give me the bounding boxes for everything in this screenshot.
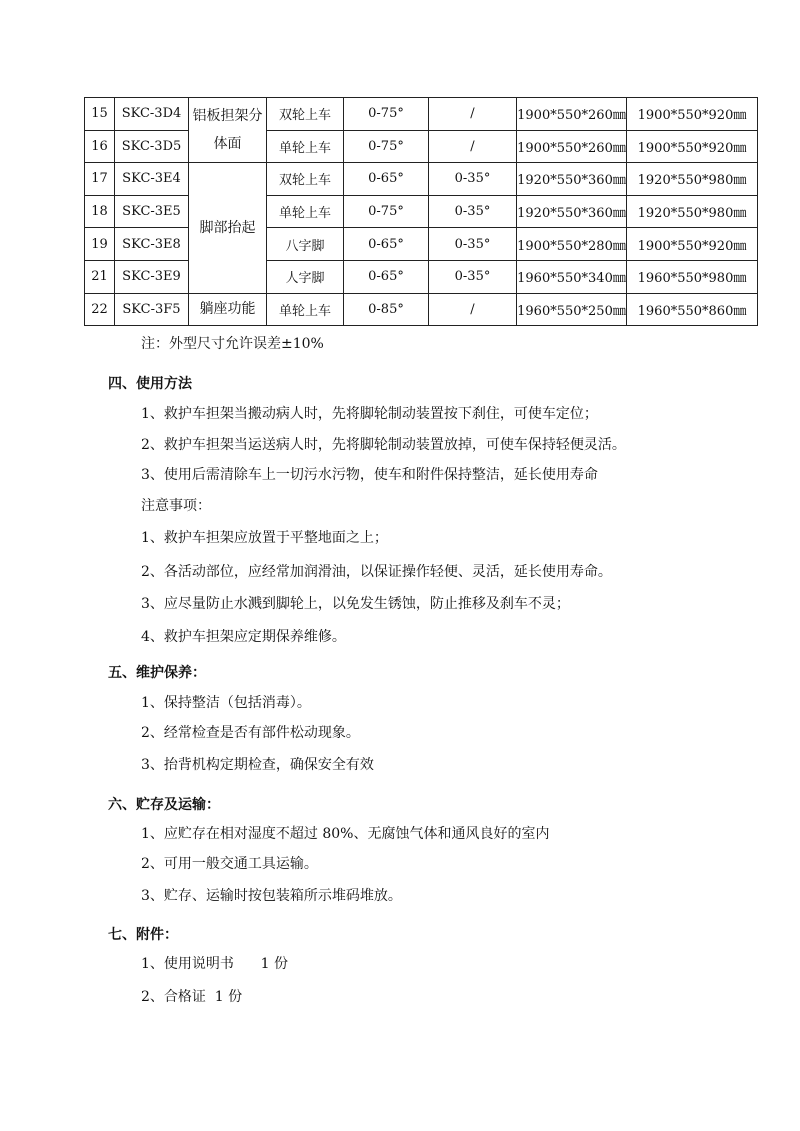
loading-mode: 单轮上车 bbox=[267, 293, 344, 326]
loading-mode: 人字脚 bbox=[267, 260, 344, 293]
model-code: SKC-3E9 bbox=[115, 260, 189, 293]
back-angle: 0-75° bbox=[344, 98, 429, 131]
loading-mode: 单轮上车 bbox=[267, 195, 344, 228]
caution-item: 1、救护车担架应放置于平整地面之上； bbox=[141, 530, 388, 546]
table-row bbox=[85, 98, 758, 131]
row-number: 21 bbox=[85, 260, 115, 293]
model-code: SKC-3D4 bbox=[115, 98, 189, 131]
model-code: SKC-3E4 bbox=[115, 163, 189, 196]
leg-angle: 0-35° bbox=[429, 163, 517, 196]
usage-item: 3、使用后需清除车上一切污水污物，使车和附件保持整洁，延长使用寿命 bbox=[141, 467, 598, 483]
section-heading-usage: 四、使用方法 bbox=[108, 376, 192, 392]
folded-size: 1900*550*280㎜ bbox=[517, 228, 627, 261]
unfolded-size: 1960*550*980㎜ bbox=[627, 260, 758, 293]
table-row bbox=[85, 293, 758, 326]
tolerance-note: 注：外型尺寸允许误差±10% bbox=[141, 336, 324, 352]
leg-angle: / bbox=[429, 293, 517, 326]
loading-mode: 单轮上车 bbox=[267, 130, 344, 163]
leg-angle: 0-35° bbox=[429, 195, 517, 228]
caution-item: 4、救护车担架应定期保养维修。 bbox=[141, 629, 346, 645]
unfolded-size: 1960*550*860㎜ bbox=[627, 293, 758, 326]
back-angle: 0-65° bbox=[344, 260, 429, 293]
folded-size: 1900*550*260㎜ bbox=[517, 130, 627, 163]
group-label: 铝板担架分体面 bbox=[189, 98, 267, 163]
leg-angle: 0-35° bbox=[429, 260, 517, 293]
maintenance-item: 2、经常检查是否有部件松动现象。 bbox=[141, 725, 360, 741]
section-heading-storage: 六、贮存及运输： bbox=[108, 797, 220, 813]
back-angle: 0-65° bbox=[344, 228, 429, 261]
unfolded-size: 1900*550*920㎜ bbox=[627, 98, 758, 131]
accessory-item: 2、合格证 1 份 bbox=[141, 989, 243, 1005]
row-number: 17 bbox=[85, 163, 115, 196]
maintenance-item: 3、抬背机构定期检查，确保安全有效 bbox=[141, 757, 374, 773]
unfolded-size: 1920*550*980㎜ bbox=[627, 163, 758, 196]
usage-item: 1、救护车担架当搬动病人时，先将脚轮制动装置按下刹住，可使车定位； bbox=[141, 406, 598, 422]
folded-size: 1960*550*250㎜ bbox=[517, 293, 627, 326]
loading-mode: 双轮上车 bbox=[267, 98, 344, 131]
back-angle: 0-75° bbox=[344, 130, 429, 163]
unfolded-size: 1900*550*920㎜ bbox=[627, 228, 758, 261]
row-number: 19 bbox=[85, 228, 115, 261]
table-row bbox=[85, 228, 758, 261]
model-code: SKC-3E8 bbox=[115, 228, 189, 261]
unfolded-size: 1900*550*920㎜ bbox=[627, 130, 758, 163]
caution-item: 2、各活动部位，应经常加润滑油，以保证操作轻便、灵活，延长使用寿命。 bbox=[141, 564, 612, 580]
group-label: 脚部抬起 bbox=[189, 163, 267, 293]
row-number: 22 bbox=[85, 293, 115, 326]
loading-mode: 八字脚 bbox=[267, 228, 344, 261]
row-number: 15 bbox=[85, 98, 115, 131]
caution-title: 注意事项： bbox=[141, 498, 211, 514]
row-number: 16 bbox=[85, 130, 115, 163]
caution-item: 3、应尽量防止水溅到脚轮上，以免发生锈蚀，防止推移及刹车不灵； bbox=[141, 596, 570, 612]
leg-angle: 0-35° bbox=[429, 228, 517, 261]
table-row bbox=[85, 195, 758, 228]
table-row bbox=[85, 163, 758, 196]
back-angle: 0-65° bbox=[344, 163, 429, 196]
storage-item: 1、应贮存在相对湿度不超过 80%、无腐蚀气体和通风良好的室内 bbox=[141, 826, 550, 842]
spec-table bbox=[84, 97, 758, 326]
unfolded-size: 1920*550*980㎜ bbox=[627, 195, 758, 228]
folded-size: 1900*550*260㎜ bbox=[517, 98, 627, 131]
model-code: SKC-3D5 bbox=[115, 130, 189, 163]
back-angle: 0-85° bbox=[344, 293, 429, 326]
group-label: 躺座功能 bbox=[189, 293, 267, 326]
model-code: SKC-3F5 bbox=[115, 293, 189, 326]
row-number: 18 bbox=[85, 195, 115, 228]
model-code: SKC-3E5 bbox=[115, 195, 189, 228]
table-row bbox=[85, 260, 758, 293]
leg-angle: / bbox=[429, 98, 517, 131]
back-angle: 0-75° bbox=[344, 195, 429, 228]
section-heading-maintenance: 五、维护保养： bbox=[108, 665, 206, 681]
storage-item: 3、贮存、运输时按包装箱所示堆码堆放。 bbox=[141, 888, 402, 904]
folded-size: 1920*550*360㎜ bbox=[517, 163, 627, 196]
accessory-item: 1、使用说明书 1 份 bbox=[141, 956, 288, 972]
storage-item: 2、可用一般交通工具运输。 bbox=[141, 856, 318, 872]
loading-mode: 双轮上车 bbox=[267, 163, 344, 196]
folded-size: 1920*550*360㎜ bbox=[517, 195, 627, 228]
section-heading-accessories: 七、附件： bbox=[108, 927, 178, 943]
table-row bbox=[85, 130, 758, 163]
usage-item: 2、救护车担架当运送病人时，先将脚轮制动装置放掉，可使车保持轻便灵活。 bbox=[141, 437, 626, 453]
folded-size: 1960*550*340㎜ bbox=[517, 260, 627, 293]
leg-angle: / bbox=[429, 130, 517, 163]
maintenance-item: 1、保持整洁（包括消毒）。 bbox=[141, 695, 311, 711]
